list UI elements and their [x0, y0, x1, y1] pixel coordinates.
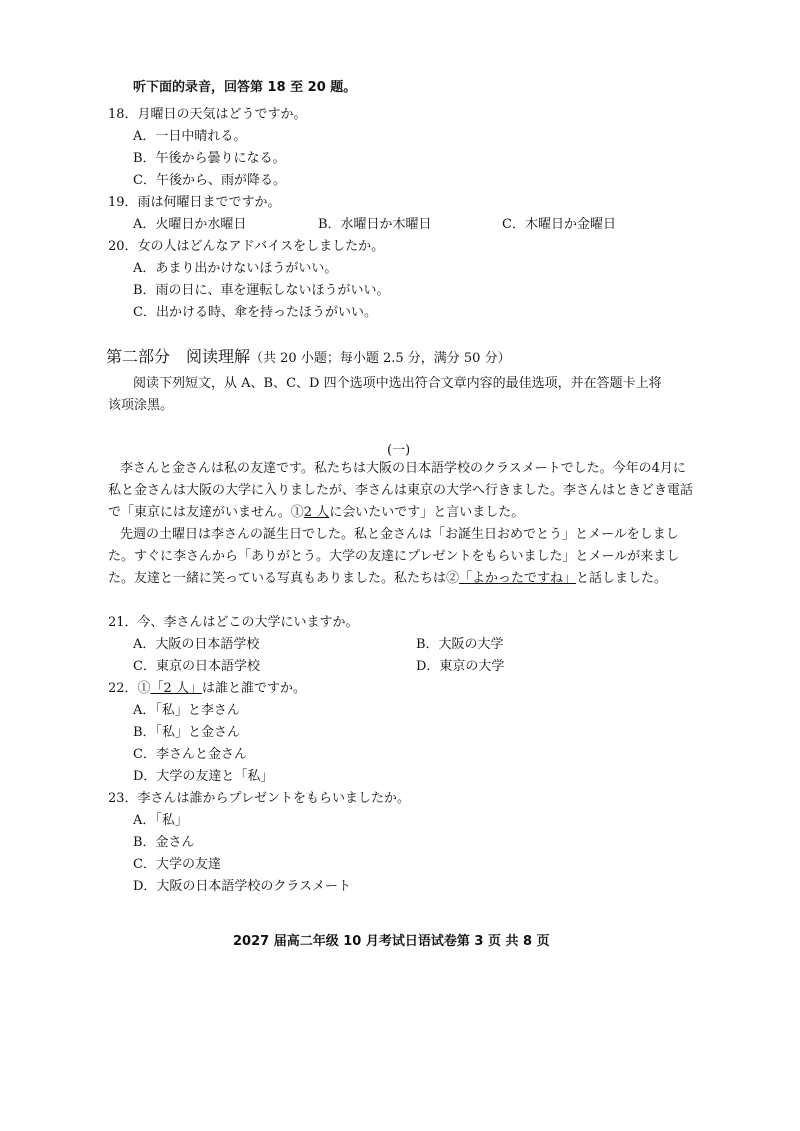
passage-p2-underlined: 「よかったですね」: [459, 571, 577, 586]
passage-number: (一): [387, 443, 411, 458]
question-22-option-d: D．大学の友達と「私」: [133, 769, 274, 784]
listening-instruction: 听下面的录音，回答第 18 至 20 题。: [133, 80, 357, 95]
question-18-option-a: A．一日中晴れる。: [133, 129, 247, 144]
question-20-stem: 20．女の人はどんなアドバイスをしましたか。: [108, 239, 385, 254]
section-2-instruction-line1: 阅读下列短文，从 A、B、C、D 四个选项中选出符合文章内容的最佳选项，并在答题卡上将: [133, 376, 662, 391]
section-2-title: 第二部分 阅读理解: [106, 347, 251, 366]
question-23-option-a: A．「私」: [133, 813, 188, 828]
question-22-option-c: C．李さんと金さん: [133, 747, 247, 762]
question-19-option-b: B．水曜日か木曜日: [318, 217, 432, 232]
passage-paragraph-1: [108, 458, 693, 524]
question-23-stem: 23．李さんは誰からプレゼントをもらいましたか。: [108, 791, 411, 806]
question-18-stem: 18．月曜日の天気はどうですか。: [108, 107, 307, 122]
question-22-stem-underlined: 「2 人」: [150, 681, 202, 696]
question-22-stem: [108, 681, 306, 697]
question-22-stem-suffix: は誰と誰ですか。: [201, 681, 306, 696]
question-23-option-d: D．大阪の日本語学校のクラスメート: [133, 879, 352, 894]
question-23-option-c: C．大学の友達: [133, 857, 221, 872]
question-21-option-a: A．大阪の日本語学校: [133, 637, 260, 652]
question-18-option-c: C．午後から、雨が降る。: [133, 173, 286, 188]
passage-p1-text-end: に会いたいです」と言いました。: [329, 505, 525, 520]
question-19-stem: 19．雨は何曜日までですか。: [108, 195, 281, 210]
page-footer: 2027 届高二年级 10 月考试日语试卷第 3 页 共 8 页: [233, 934, 550, 949]
question-20-option-b: B．雨の日に、車を運転しないほうがいい。: [133, 283, 390, 298]
passage-p2-text: 先週の土曜日は李さんの誕生日でした。私と金さんは「お誕生日おめでとう」とメールをしました。すぐに李さんから「ありがとう。大学の友達にプレゼントをもらいました」とメールが来ました。友達と一緒に笑っている写真もありました。私たちは②: [108, 527, 680, 586]
question-20-option-a: A．あまり出かけないほうがいい。: [133, 261, 338, 276]
passage-p1-text: 李さんと金さんは私の友達です。私たちは大阪の日本語学校のクラスメートでした。今年の4月に私と金さんは大阪の大学に入りましたが、李さんは東京の大学へ行きました。李さんはときどき電話で「東京には友達がいません。①: [108, 461, 694, 520]
question-21-stem: 21．今、李さんはどこの大学にいますか。: [108, 615, 359, 630]
question-21-option-b: B．大阪の大学: [416, 637, 504, 652]
question-22-stem-prefix: 22．①: [108, 681, 151, 696]
question-20-option-c: C．出かける時、傘を持ったほうがいい。: [133, 305, 377, 320]
question-23-option-b: B．金さん: [133, 835, 195, 850]
section-2-instruction-line2: 该项涂黑。: [108, 398, 174, 413]
question-19-option-a: A．火曜日か水曜日: [133, 217, 247, 232]
question-18-option-b: B．午後から曇りになる。: [133, 151, 286, 166]
question-22-option-b: B．「私」と金さん: [133, 725, 241, 740]
question-21-option-d: D．東京の大学: [416, 659, 505, 674]
section-2-subtitle: （共 20 小题；每小题 2.5 分，满分 50 分）: [250, 351, 511, 366]
passage-p2-text-end: と話しました。: [576, 571, 668, 586]
question-19-option-c: C．木曜日か金曜日: [502, 217, 616, 232]
passage-paragraph-2: [108, 524, 693, 590]
passage-p1-underlined: 2 人: [303, 505, 330, 520]
question-21-option-c: C．東京の日本語学校: [133, 659, 260, 674]
question-22-option-a: A．「私」と李さん: [133, 703, 240, 718]
section-2-header: [106, 347, 511, 369]
